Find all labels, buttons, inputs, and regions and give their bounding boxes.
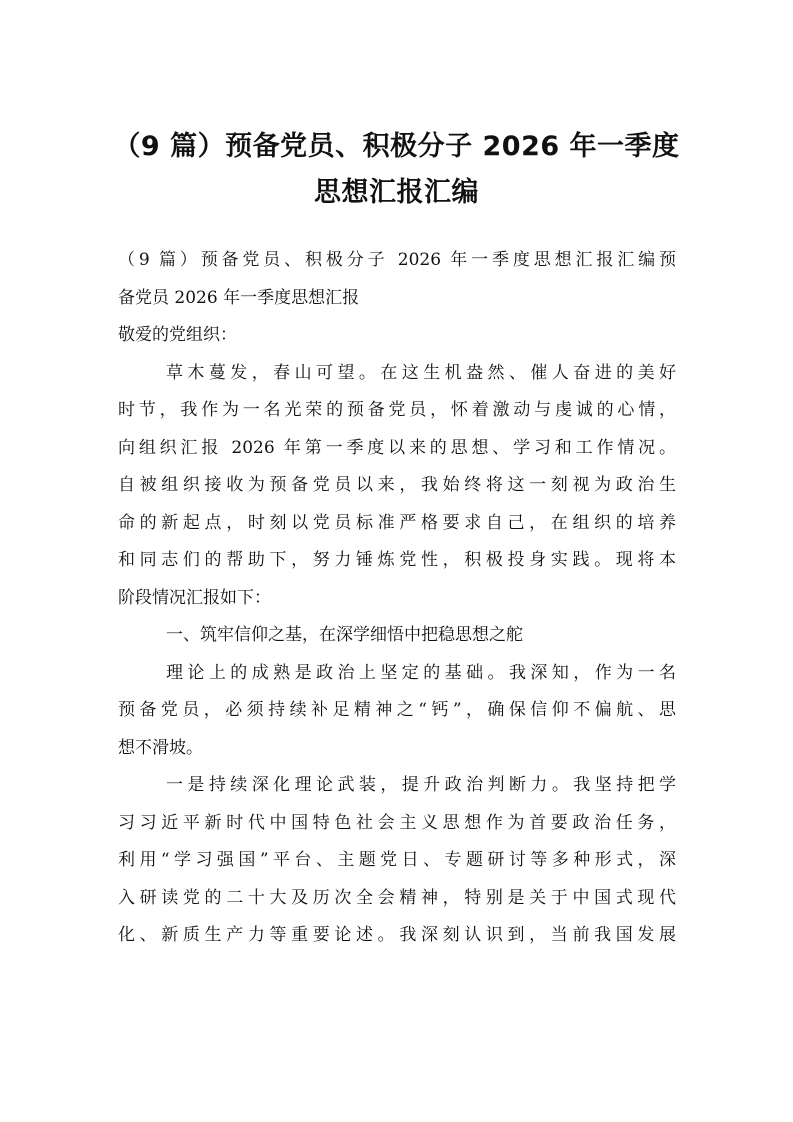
document-title-line-2: 思想汇报汇编 [314,177,479,208]
paragraph-line: 自被组织接收为预备党员以来，我始终将这一刻视为政治生 [118,475,676,495]
paragraph-line: 命的新起点，时刻以党员标准严格要求自己，在组织的培养 [118,512,676,533]
document-body [118,242,676,955]
paragraph-line: 向组织汇报 2026 年第一季度以来的思想、学习和工作情况。 [118,437,676,458]
paragraph-line: 入研读党的二十大及历次全会精神，特别是关于中国式现代 [118,887,676,908]
paragraph-line: 和同志们的帮助下，努力锤炼党性，积极投身实践。现将本 [118,550,676,570]
paragraph-line: 习习近平新时代中国特色社会主义思想作为首要政治任务， [118,812,676,833]
subtitle-line: （9 篇）预备党员、积极分子 2026 年一季度思想汇报汇编预 [118,250,676,270]
salutation: 敬爱的党组织： [118,325,237,345]
paragraph-line: 利用“学习强国”平台、主题党日、专题研讨等多种形式，深 [118,850,676,870]
subtitle-line: 备党员 2026 年一季度思想汇报 [118,287,360,308]
section-heading: 一、筑牢信仰之基，在深学细悟中把稳思想之舵 [166,625,523,645]
paragraph-line: 理论上的成熟是政治上坚定的基础。我深知，作为一名 [166,662,676,683]
paragraph-line: 化、新质生产力等重要论述。我深刻认识到，当前我国发展 [118,925,676,945]
document-title-line-1: （9 篇）预备党员、积极分子 2026 年一季度 [113,131,680,162]
paragraph-line: 想不滑坡。 [118,737,203,758]
paragraph-line: 时节，我作为一名光荣的预备党员，怀着激动与虔诚的心情， [118,400,676,420]
paragraph-line: 预备党员，必须持续补足精神之“钙”，确保信仰不偏航、思 [118,700,676,720]
paragraph-line: 草木蔓发，春山可望。在这生机盎然、催人奋进的美好 [166,362,676,383]
paragraph-line: 一是持续深化理论武装，提升政治判断力。我坚持把学 [166,775,676,795]
paragraph-line: 阶段情况汇报如下： [118,587,271,608]
